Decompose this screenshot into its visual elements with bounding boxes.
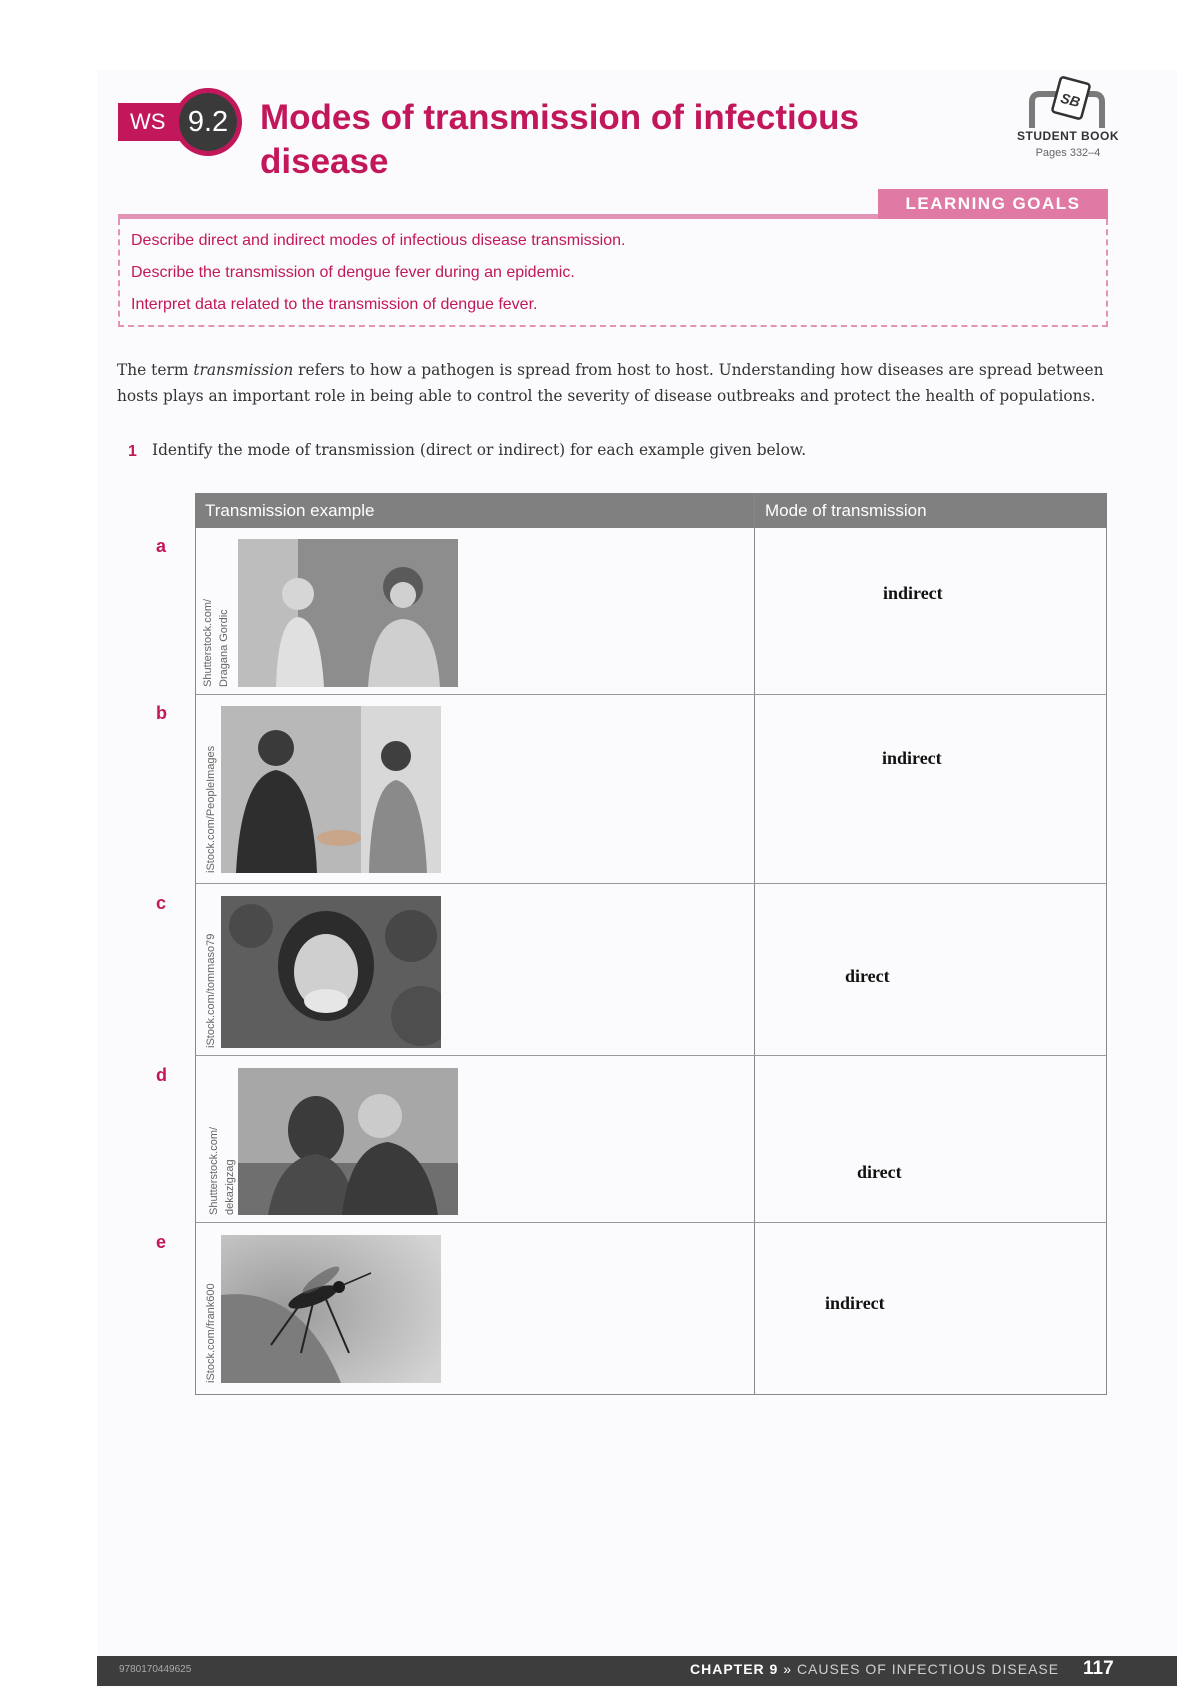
page-title bbox=[260, 96, 900, 184]
chapter-label bbox=[690, 1661, 1059, 1677]
answer-cell[interactable]: indirect bbox=[883, 583, 943, 603]
intro-text-after: refers to how a pathogen is spread from host to host. Understanding how diseases are spread between hosts plays an important role in being able to control the severity of disease outbreaks and protect the health of populations. bbox=[117, 361, 1104, 405]
photo-credit-line-2: dekazigzag bbox=[224, 1159, 236, 1215]
sb-icon-text: SB bbox=[1059, 89, 1082, 111]
row-letter: a bbox=[156, 536, 167, 556]
intro-term: transmission bbox=[193, 361, 294, 379]
intro-paragraph bbox=[117, 357, 1107, 409]
photo-sneezing-office-art bbox=[238, 539, 458, 687]
title-line-2: disease bbox=[260, 142, 389, 181]
ws-badge: WS bbox=[118, 103, 184, 141]
photo-credit-line-2: Dragana Gordic bbox=[218, 609, 230, 687]
table-column-divider bbox=[754, 493, 755, 1395]
photo-mosquito bbox=[221, 1235, 441, 1383]
photo-credit-line-1: iStock.com/tommaso79 bbox=[205, 933, 217, 1048]
student-book-pages: Pages 332–4 bbox=[1035, 147, 1101, 159]
table-header-mode: Mode of transmission bbox=[755, 493, 1107, 528]
photo-credit bbox=[202, 599, 214, 687]
photo-couple-kissing bbox=[238, 1068, 458, 1215]
chapter-title: CAUSES OF INFECTIOUS DISEASE bbox=[796, 1661, 1060, 1677]
table-row-divider bbox=[195, 1222, 1107, 1223]
table-row-divider bbox=[195, 1055, 1107, 1056]
photo-credit bbox=[218, 609, 230, 687]
photo-mosquito-art bbox=[221, 1235, 441, 1383]
chapter-separator: » bbox=[778, 1661, 797, 1677]
question-number: 1 bbox=[128, 443, 137, 460]
photo-credit-line-1: Shutterstock.com/ bbox=[208, 1126, 220, 1215]
row-letter: d bbox=[156, 1065, 167, 1085]
table-header-example: Transmission example bbox=[195, 493, 754, 528]
answer-cell[interactable]: direct bbox=[857, 1162, 902, 1182]
photo-credit bbox=[205, 1283, 217, 1383]
answer-cell[interactable]: indirect bbox=[882, 748, 942, 768]
photo-credit bbox=[224, 1159, 236, 1215]
photo-girl-sneezing bbox=[221, 896, 441, 1048]
row-letter: e bbox=[156, 1232, 167, 1252]
row-letter: c bbox=[156, 893, 167, 913]
answer-cell[interactable]: direct bbox=[845, 966, 890, 986]
question-text: Identify the mode of transmission (direct or indirect) for each example given below. bbox=[152, 441, 807, 459]
photo-credit bbox=[205, 746, 217, 873]
photo-credit-line-1: iStock.com/PeopleImages bbox=[205, 745, 217, 873]
photo-girl-sneezing-art bbox=[221, 896, 441, 1048]
learning-goal-item: Describe direct and indirect modes of infectious disease transmission. bbox=[131, 232, 626, 249]
isbn: 9780170449625 bbox=[119, 1664, 192, 1675]
photo-handshake-sneeze-art bbox=[221, 706, 441, 873]
photo-credit-line-1: iStock.com/frank600 bbox=[205, 1283, 217, 1383]
ws-number: 9.2 bbox=[179, 93, 237, 151]
learning-goal-item: Interpret data related to the transmission of dengue fever. bbox=[131, 296, 538, 313]
intro-text-before: The term bbox=[117, 361, 194, 379]
photo-credit bbox=[205, 934, 217, 1048]
answer-cell[interactable]: indirect bbox=[825, 1293, 885, 1313]
table-row-divider bbox=[195, 883, 1107, 884]
learning-goal-item: Describe the transmission of dengue fever during an epidemic. bbox=[131, 264, 575, 281]
student-book-label: STUDENT BOOK bbox=[1017, 129, 1119, 143]
photo-couple-kissing-art bbox=[238, 1068, 458, 1215]
photo-credit bbox=[208, 1127, 220, 1215]
photo-credit-line-1: Shutterstock.com/ bbox=[202, 598, 214, 687]
table-row-divider bbox=[195, 694, 1107, 695]
row-letter: b bbox=[156, 703, 167, 723]
chapter-number: CHAPTER 9 bbox=[690, 1661, 779, 1677]
title-line-1: Modes of transmission of infectious bbox=[260, 98, 859, 137]
page-number: 117 bbox=[1083, 1658, 1114, 1679]
photo-handshake-sneeze bbox=[221, 706, 441, 873]
photo-sneezing-office bbox=[238, 539, 458, 687]
learning-goals-tab: LEARNING GOALS bbox=[878, 189, 1108, 219]
ws-number-circle bbox=[174, 88, 242, 156]
